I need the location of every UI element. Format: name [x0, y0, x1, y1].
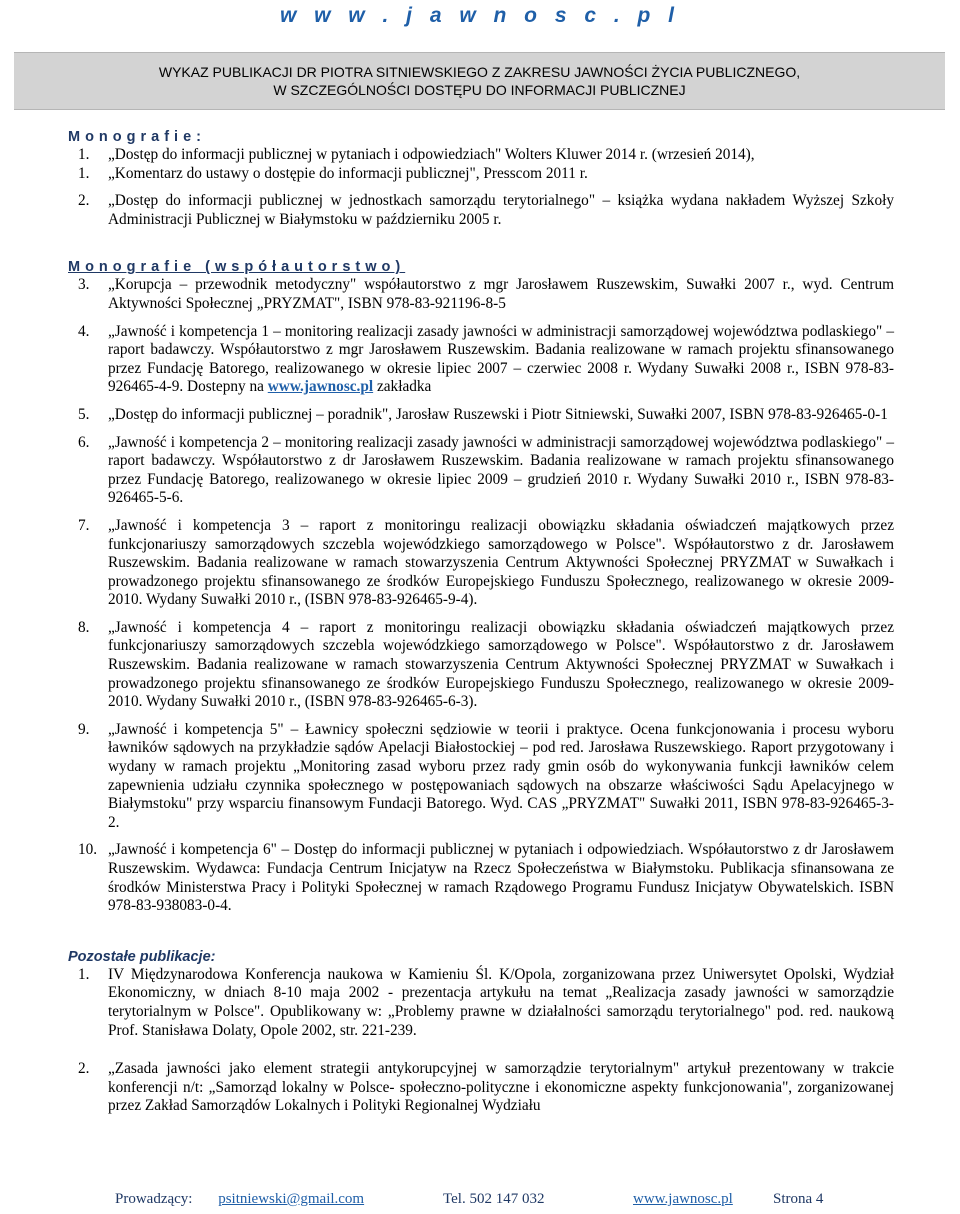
- item-number: 1.: [78, 965, 90, 983]
- item-text: „Dostęp do informacji publicznej – poradnik", Jarosław Ruszewski i Piotr Sitniewski, Suwałki 2007, ISBN 978-83-926465-0-1: [108, 405, 888, 423]
- footer-contact: [115, 1191, 443, 1208]
- title-line-2: W SZCZEGÓLNOŚCI DOSTĘPU DO INFORMACJI PUBLICZNEJ: [273, 82, 686, 98]
- publication-list: [68, 128, 894, 1116]
- item-text: „Jawność i kompetencja 6" – Dostęp do informacji publicznej w pytaniach i odpowiedziach. Współautorstwo z dr Jarosławem Ruszewskim. Wydawca: Fundacja Centrum Inicjatyw na Rzecz Społeczeństwa w Białymstoku. Publikacja sfinansowana ze środków Ministerstwa Pracy i Polityki Społecznej w ramach Rządowego Programu Fundusz Inicjatyw Obywatelskich. ISBN 978-83-938083-0-4.: [108, 841, 894, 915]
- list-item: [68, 165, 894, 184]
- item-number: 7.: [78, 516, 90, 534]
- list-item: [68, 517, 894, 610]
- item-number: 10.: [78, 841, 98, 859]
- item-text: „Jawność i kompetencja 4 – raport z monitoringu realizacji obowiązku składania oświadczeń majątkowych przez funkcjonariuszy samorządowych szczebla wojewódzkiego samorządowego w Polsce". Współautorstwo z dr. Jarosławem Ruszewskim. Badania realizowane w ramach stowarzyszenia Centrum Aktywności Społecznej PRYZMAT w Suwałkach i prowadzonego projektu sfinansowanego ze środków Europejskiego Funduszu Społecznego, realizowanego w okresie 2009-2010. Wydany Suwałki 2010 r., (ISBN 978-83-926465-6-3).: [108, 618, 894, 711]
- title-line-1: WYKAZ PUBLIKACJI DR PIOTRA SITNIEWSKIEGO Z ZAKRESU JAWNOŚCI ŻYCIA PUBLICZNEGO,: [158, 64, 801, 80]
- section-heading-monografie: Monografie:: [68, 129, 206, 145]
- list-item: [68, 841, 894, 915]
- item-number: 1.: [78, 146, 90, 163]
- section-heading-pozostale: Pozostałe publikacje:: [68, 948, 216, 965]
- item-number: 5.: [78, 405, 90, 423]
- item-number: 2.: [78, 1060, 90, 1078]
- item-text: „Jawność i kompetencja 3 – raport z monitoringu realizacji obowiązku składania oświadczeń majątkowych przez funkcjonariuszy samorządowych szczebla wojewódzkiego samorządowego w Polsce". Współautorstwo z dr. Jarosławem Ruszewskim. Badania realizowane w ramach stowarzyszenia Centrum Aktywności Społecznej PRYZMAT w Suwałkach i prowadzonego projektu sfinansowanego ze środków Europejskiego Funduszu Społecznego, realizowanego w okresie 2009-2010. Wydany Suwałki 2010 r., (ISBN 978-83-926465-9-4).: [108, 516, 894, 609]
- document-title-banner: [14, 52, 945, 110]
- list-item: [68, 276, 894, 313]
- list-item: [68, 406, 894, 425]
- site-title: w w w . j a w n o s c . p l: [279, 4, 681, 27]
- item-text: IV Międzynarodowa Konferencja naukowa w Kamieniu Śl. K/Opola, zorganizowana przez Uniwersytet Opolski, Wydział Ekonomiczny, w dniach 8-10 maja 2002 - prezentacja artykułu na temat „Realizacja zasady jawności w samorządzie terytorialnym w Polsce". Opublikowany w: „Problemy prawne w działalności samorządu terytorialnego" pod. red. naukową Prof. Stanisława Dolaty, Opole 2002, str. 221-239.: [108, 965, 894, 1039]
- list-item: [68, 434, 894, 508]
- page-footer: [115, 1191, 875, 1208]
- item-text: „Zasada jawności jako element strategii antykorupcyjnej w samorządzie terytorialnym" artykuł prezentowany w trakcie konferencji n/t: „Samorząd lokalny w Polsce- społeczno-polityczne i ekonomiczne aspekty funkcjonowania", zorganizowanej przez Zakład Samorządów Lokalnych i Polityki Regionalnej Wydziału: [108, 1060, 894, 1115]
- item-number: 6.: [78, 433, 90, 451]
- footer-label: Prowadzący:: [115, 1191, 193, 1207]
- item-text: „Jawność i kompetencja 2 – monitoring realizacji zasady jawności w administracji samorządowej województwa podlaskiego" – raport badawczy. Współautorstwo z dr Jarosławem Ruszewskim. Badania realizowane w ramach projektu sfinansowanego przez Fundację Batorego, realizowanego w okresie lipiec 2009 – grudzień 2010 r. Wydany Suwałki 2010 r., ISBN 978-83-926465-5-6.: [108, 433, 894, 507]
- section-heading-wspolautorstwo: Monografie (współautorstwo): [68, 259, 406, 276]
- list-item: [68, 619, 894, 712]
- item-text: „Komentarz do ustawy o dostępie do informacji publicznej", Presscom 2011 r.: [108, 164, 588, 182]
- item-text: „Jawność i kompetencja 5" – Ławnicy społeczni sędziowie w teorii i praktyce. Ocena funkcjonowania i procesu wyboru ławników sądowych na przykładzie sądów Apelacji Białostockiej – pod red. Jarosława Ruszewskiego. Raport przygotowany i wydany w ramach projektu „Monitoring zasad wyboru przez rady gmin osób do wykonywania funkcji ławników celem zapewnienia udziału czynnika społecznego w postępowaniach sądowych na obszarze właściwości Sądu Apelacyjnego w Białymstoku" przy wsparciu finansowym Fundacji Batorego. Wyd. CAS „PRYZMAT" Suwałki 2011, ISBN 978-83-926465-3-2.: [108, 720, 894, 831]
- email-link[interactable]: psitniewski@gmail.com: [218, 1191, 365, 1207]
- page-number: Strona 4: [773, 1191, 824, 1207]
- list-item: [68, 1060, 894, 1116]
- website-link[interactable]: www.jawnosc.pl: [267, 378, 374, 396]
- list-item: [68, 721, 894, 833]
- list-item: [68, 146, 894, 165]
- item-text: „Jawność i kompetencja 1 – monitoring realizacji zasady jawności w administracji samorządowej województwa podlaskiego" – raport badawczy. Współautorstwo z mgr Jarosławem Ruszewskim. Badania realizowane w ramach projektu sfinansowanego przez Fundację Batorego, realizowanego w okresie lipiec 2007 – czerwiec 2008 r. Wydany Suwałki 2008 r., ISBN 978-83-926465-4-9. Dostepny na www.jawnosc.pl zakładka: [108, 322, 894, 396]
- item-text: „Korupcja – przewodnik metodyczny" współautorstwo z mgr Jarosławem Ruszewskim, Suwałki 2007 r., wyd. Centrum Aktywności Społecznej „PRYZMAT", ISBN 978-83-921196-8-5: [108, 276, 894, 312]
- item-number: 2.: [78, 192, 90, 210]
- item-text: „Dostęp do informacji publicznej w jednostkach samorządu terytorialnego" – książka wydana nakładem Wyższej Szkoły Administracji Publicznej w Białymstoku w październiku 2005 r.: [108, 192, 894, 228]
- list-item: [68, 192, 894, 229]
- item-text: „Dostęp do informacji publicznej w pytaniach i odpowiedziach" Wolters Kluwer 2014 r. (wrzesień 2014),: [108, 146, 755, 163]
- site-link[interactable]: www.jawnosc.pl: [633, 1191, 733, 1207]
- footer-site: [633, 1191, 773, 1208]
- footer-phone: Tel. 502 147 032: [443, 1191, 545, 1207]
- item-number: 3.: [78, 276, 90, 294]
- item-number: 4.: [78, 322, 90, 340]
- item-number: 8.: [78, 618, 90, 636]
- list-item: [68, 323, 894, 397]
- item-number: 1.: [78, 164, 90, 182]
- item-number: 9.: [78, 720, 90, 738]
- list-item: [68, 966, 894, 1040]
